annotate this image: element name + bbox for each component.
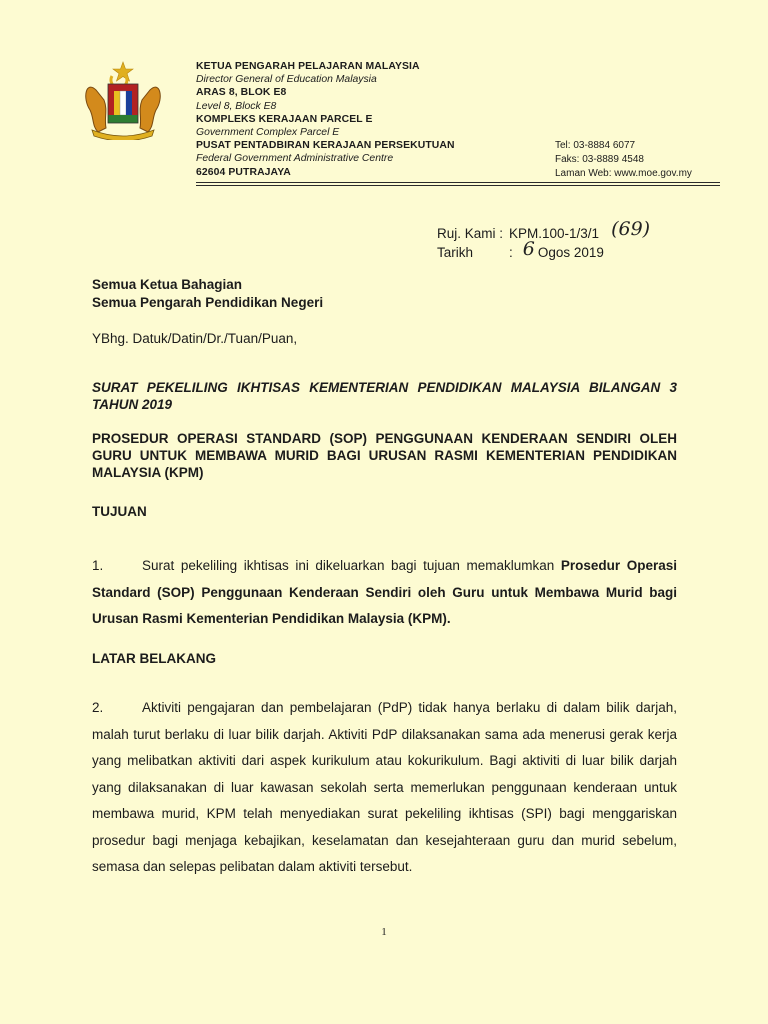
letterhead-line: 62604 PUTRAJAYA [196,166,291,178]
addressee-line: Semua Pengarah Pendidikan Negeri [92,295,324,310]
date-colon: : [509,245,513,260]
subject-title: PROSEDUR OPERASI STANDARD (SOP) PENGGUNAAN KENDERAAN SENDIRI OLEH GURU UNTUK MEMBAWA MURID BAGI URUSAN RASMI KEMENTERIAN PENDIDIKAN MALAYSIA (KPM) [92,431,677,480]
reference-label: Ruj. Kami : [437,226,504,241]
paragraph-number: 2. [92,700,104,715]
paragraph-text: Aktiviti pengajaran dan pembelajaran (PdP) tidak hanya berlaku di dalam bilik darjah, malah turut berlaku di luar bilik darjah. Aktiviti PdP dilaksanakan sama ada menerusi gerak kerja yang melibatkan aktiviti dari aspek kurikulum atau kokurikulum. Bagi aktiviti di luar bilik darjah yang dilaksanakan di luar kawasan sekolah serta memerlukan penggunaan kenderaan untuk membawa murid, KPM telah menyediakan surat pekeliling ikhtisas (SPI) bagi menggariskan prosedur bagi menjaga kebajikan, keselamatan dan kesejahteraan guru dan murid sebelum, semasa dan selepas pelibatan dalam aktiviti tersebut. [92,700,677,874]
letterhead-line: ARAS 8, BLOK E8 [196,87,287,99]
paragraph-bold-text: Prosedur Operasi Standard (SOP) Penggunaan Kenderaan Sendiri oleh Guru untuk Membawa Murid bagi Urusan Rasmi Kementerian Pendidikan Malaysia (KPM). [92,558,677,626]
letterhead-rule [196,182,720,183]
date-month-year: Ogos 2019 [537,245,604,260]
circular-title: SURAT PEKELILING IKHTISAS KEMENTERIAN PENDIDIKAN MALAYSIA BILANGAN 3 TAHUN 2019 [92,380,677,412]
letterhead-line: Director General of Education Malaysia [196,74,377,86]
letterhead-line: KOMPLEKS KERAJAAN PARCEL E [196,113,373,125]
letterhead-line: KETUA PENGARAH PELAJARAN MALAYSIA [196,61,420,72]
salutation: YBhg. Datuk/Datin/Dr./Tuan/Puan, [92,331,298,346]
letterhead-rule [196,185,720,186]
addressees [92,276,677,312]
section-heading-tujuan: TUJUAN [92,504,147,519]
letterhead-line: PUSAT PENTADBIRAN KERAJAAN PERSEKUTUAN [196,140,455,152]
reference-number: KPM.100-1/3/1 [509,226,600,241]
coat-of-arms-logo [78,60,168,140]
letterhead [196,60,455,179]
fax: Faks: 03-8889 4548 [555,154,644,165]
paragraph-number: 1. [92,558,104,573]
letterhead-line: Federal Government Administrative Centre [196,153,394,165]
section-heading-latar-belakang: LATAR BELAKANG [92,651,216,666]
telephone: Tel: 03-8884 6077 [555,140,636,151]
letterhead-line: Government Complex Parcel E [196,127,340,139]
website: Laman Web: www.moe.gov.my [555,168,692,179]
handwritten-day: 6 [522,238,535,260]
reference-row [437,218,651,243]
handwritten-number: (69) [611,218,651,240]
paragraph-1 [92,553,677,633]
reference-block [437,218,651,262]
page-number: 1 [381,926,387,938]
letterhead-line: Level 8, Block E8 [196,100,277,112]
date-label: Tarikh [437,245,474,260]
contact-info [555,139,692,181]
date-row [437,238,650,262]
paragraph-2 [92,695,677,881]
addressee-line: Semua Ketua Bahagian [92,277,243,292]
paragraph-text: Surat pekeliling ikhtisas ini dikeluarkan bagi tujuan memaklumkan [142,558,561,573]
